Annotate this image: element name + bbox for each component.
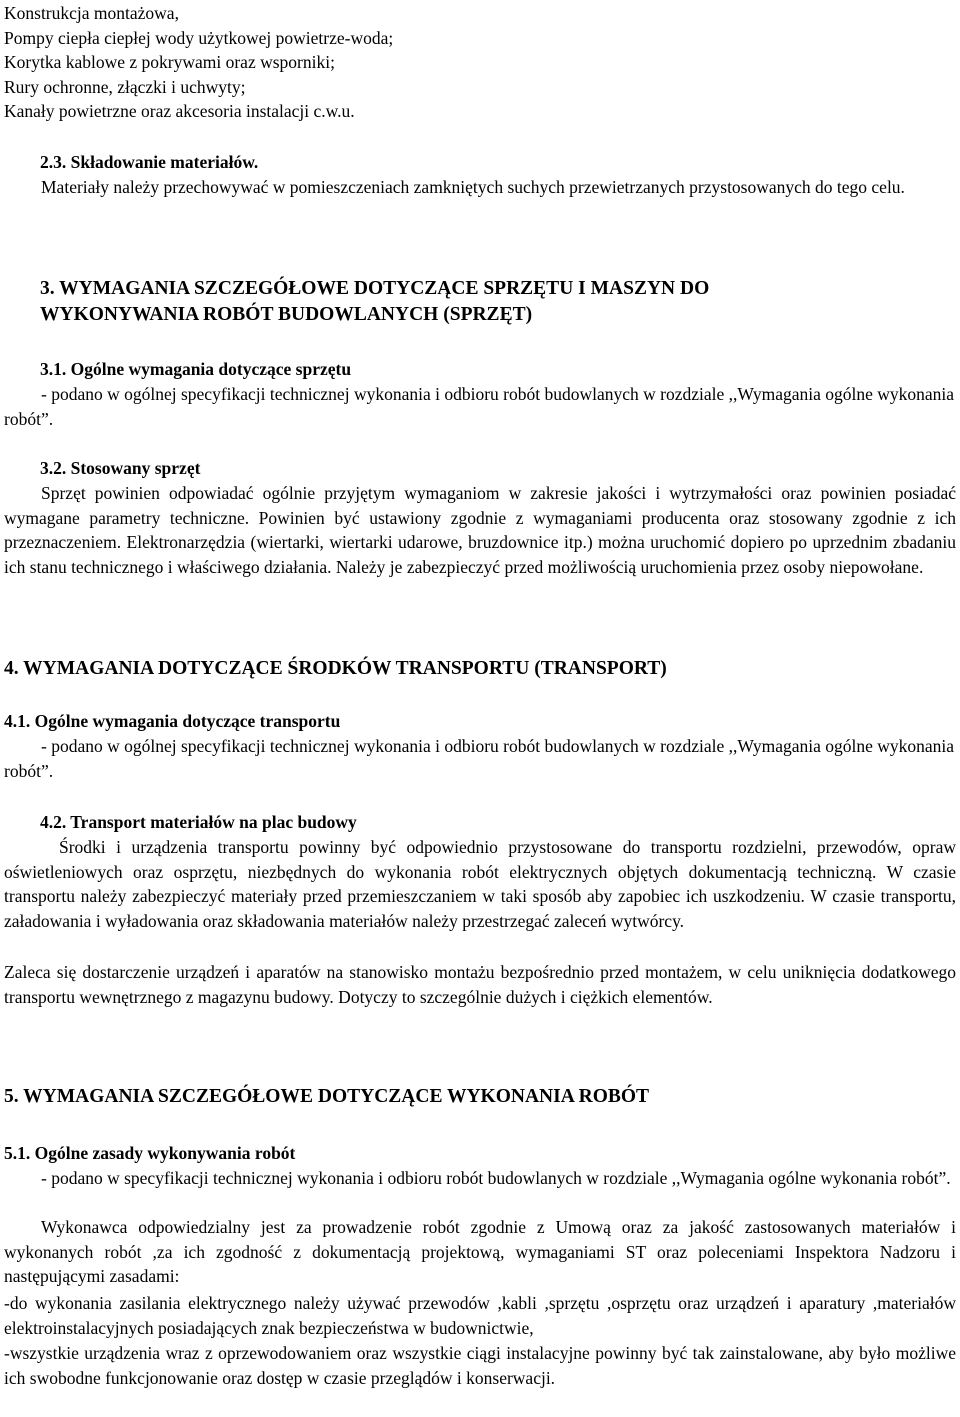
section-4-2-text-2: Zaleca się dostarczenie urządzeń i aparatów na stanowisko montażu bezpośrednio przed montażem, w celu uniknięcia dodatkowego transportu wewnętrznego z magazynu budowy. Dotyczy to szczególnie dużych i ciężkich elementów. [4,962,956,1007]
intro-line: Korytka kablowe z pokrywami oraz wsporniki; [4,52,335,73]
intro-line: Rury ochronne, złączki i uchwyty; [4,76,246,97]
section-5-1-title: 5.1. Ogólne zasady wykonywania robót [4,1143,296,1163]
intro-list [4,1,956,124]
section-5-heading: 5. WYMAGANIA SZCZEGÓŁOWE DOTYCZĄCE WYKONANIA ROBÓT [4,1086,650,1107]
section-3-2-text: Sprzęt powinien odpowiadać ogólnie przyjętym wymaganiom w zakresie jakości i wytrzymałości oraz powinien posiadać wymagane parametry techniczne. Powinien być ustawiony zgodnie z wymaganiami producenta oraz stosowany zgodnie z ich przeznaczeniem. Elektronarzędzia (wiertarki, wiertarki udarowe, bruzdownice itp.) można uruchomić dopiero po uprzednim zbadaniu ich stanu technicznego i właściwego działania. Należy je zabezpieczyć przed możliwością uruchomienia przez osoby niepowołane. [4,483,956,577]
section-3-1-title: 3.1. Ogólne wymagania dotyczące sprzętu [40,359,352,379]
section-4-2-title: 4.2. Transport materiałów na plac budowy [40,812,357,832]
section-3-1-text: - podano w ogólnej specyfikacji technicznej wykonania i odbioru robót budowlanych w rozdziale ,,Wymagania ogólne wykonania robót”. [4,384,955,429]
section-2-3-title: 2.3. Składowanie materiałów. [40,152,259,172]
section-5-1-text-3: -do wykonania zasilania elektrycznego należy używać przewodów ,kabli ,sprzętu ,osprzętu oraz urządzeń i aparatury ,materiałów elektroinstalacyjnych posiadających znak bezpieczeństwa w budownictwie, [4,1293,956,1338]
section-2-3-text: Materiały należy przechowywać w pomieszczeniach zamkniętych suchych przewietrzanych przystosowanych do tego celu. [41,177,905,197]
section-4-1-title: 4.1. Ogólne wymagania dotyczące transportu [4,711,341,731]
section-5-1-text-1: - podano w specyfikacji technicznej wykonania i odbioru robót budowlanych w rozdziale ,,Wymagania ogólne wykonania robót”. [41,1168,951,1188]
section-4-2-text-1: Środki i urządzenia transportu powinny być odpowiednio przystosowane do transportu rozdzielni, przewodów, opraw oświetleniowych oraz osprzętu, niezbędnych do wykonania robót elektrycznych objętych dokumentacją techniczną. W czasie transportu należy zabezpieczyć materiały przed przemieszczaniem w taki sposób aby zapobiec ich uszkodzeniu. W czasie transportu, załadowania i wyładowania oraz składowania materiałów należy przestrzegać zaleceń wytwórcy. [4,837,956,931]
intro-line: Kanały powietrzne oraz akcesoria instalacji c.w.u. [4,101,355,122]
section-4-1-text: - podano w ogólnej specyfikacji technicznej wykonania i odbioru robót budowlanych w rozdziale ,,Wymagania ogólne wykonania robót”. [4,736,955,781]
section-4-heading: 4. WYMAGANIA DOTYCZĄCE ŚRODKÓW TRANSPORTU (TRANSPORT) [4,658,667,679]
section-3-heading: 3. WYMAGANIA SZCZEGÓŁOWE DOTYCZĄCE SPRZĘTU I MASZYN DO WYKONYWANIA ROBÓT BUDOWLANYCH (SPRZĘT) [40,278,710,325]
section-5-1-text-2: Wykonawca odpowiedzialny jest za prowadzenie robót zgodnie z Umową oraz za jakość zastosowanych materiałów i wykonanych robót ,za ich zgodność z dokumentacją projektową, wymaganiami ST oraz poleceniami Inspektora Nadzoru i następującymi zasadami: [4,1217,956,1287]
intro-line: Pompy ciepła ciepłej wody użytkowej powietrze-woda; [4,27,394,48]
section-3-2-title: 3.2. Stosowany sprzęt [40,458,201,478]
intro-line: Konstrukcja montażowa, [4,3,179,23]
section-5-1-text-4: -wszystkie urządzenia wraz z oprzewodowaniem oraz wszystkie ciągi instalacyjne powinny być tak zainstalowane, aby było możliwe ich swobodne funkcjonowanie oraz dostęp w czasie przeglądów i konserwacji. [4,1343,956,1388]
